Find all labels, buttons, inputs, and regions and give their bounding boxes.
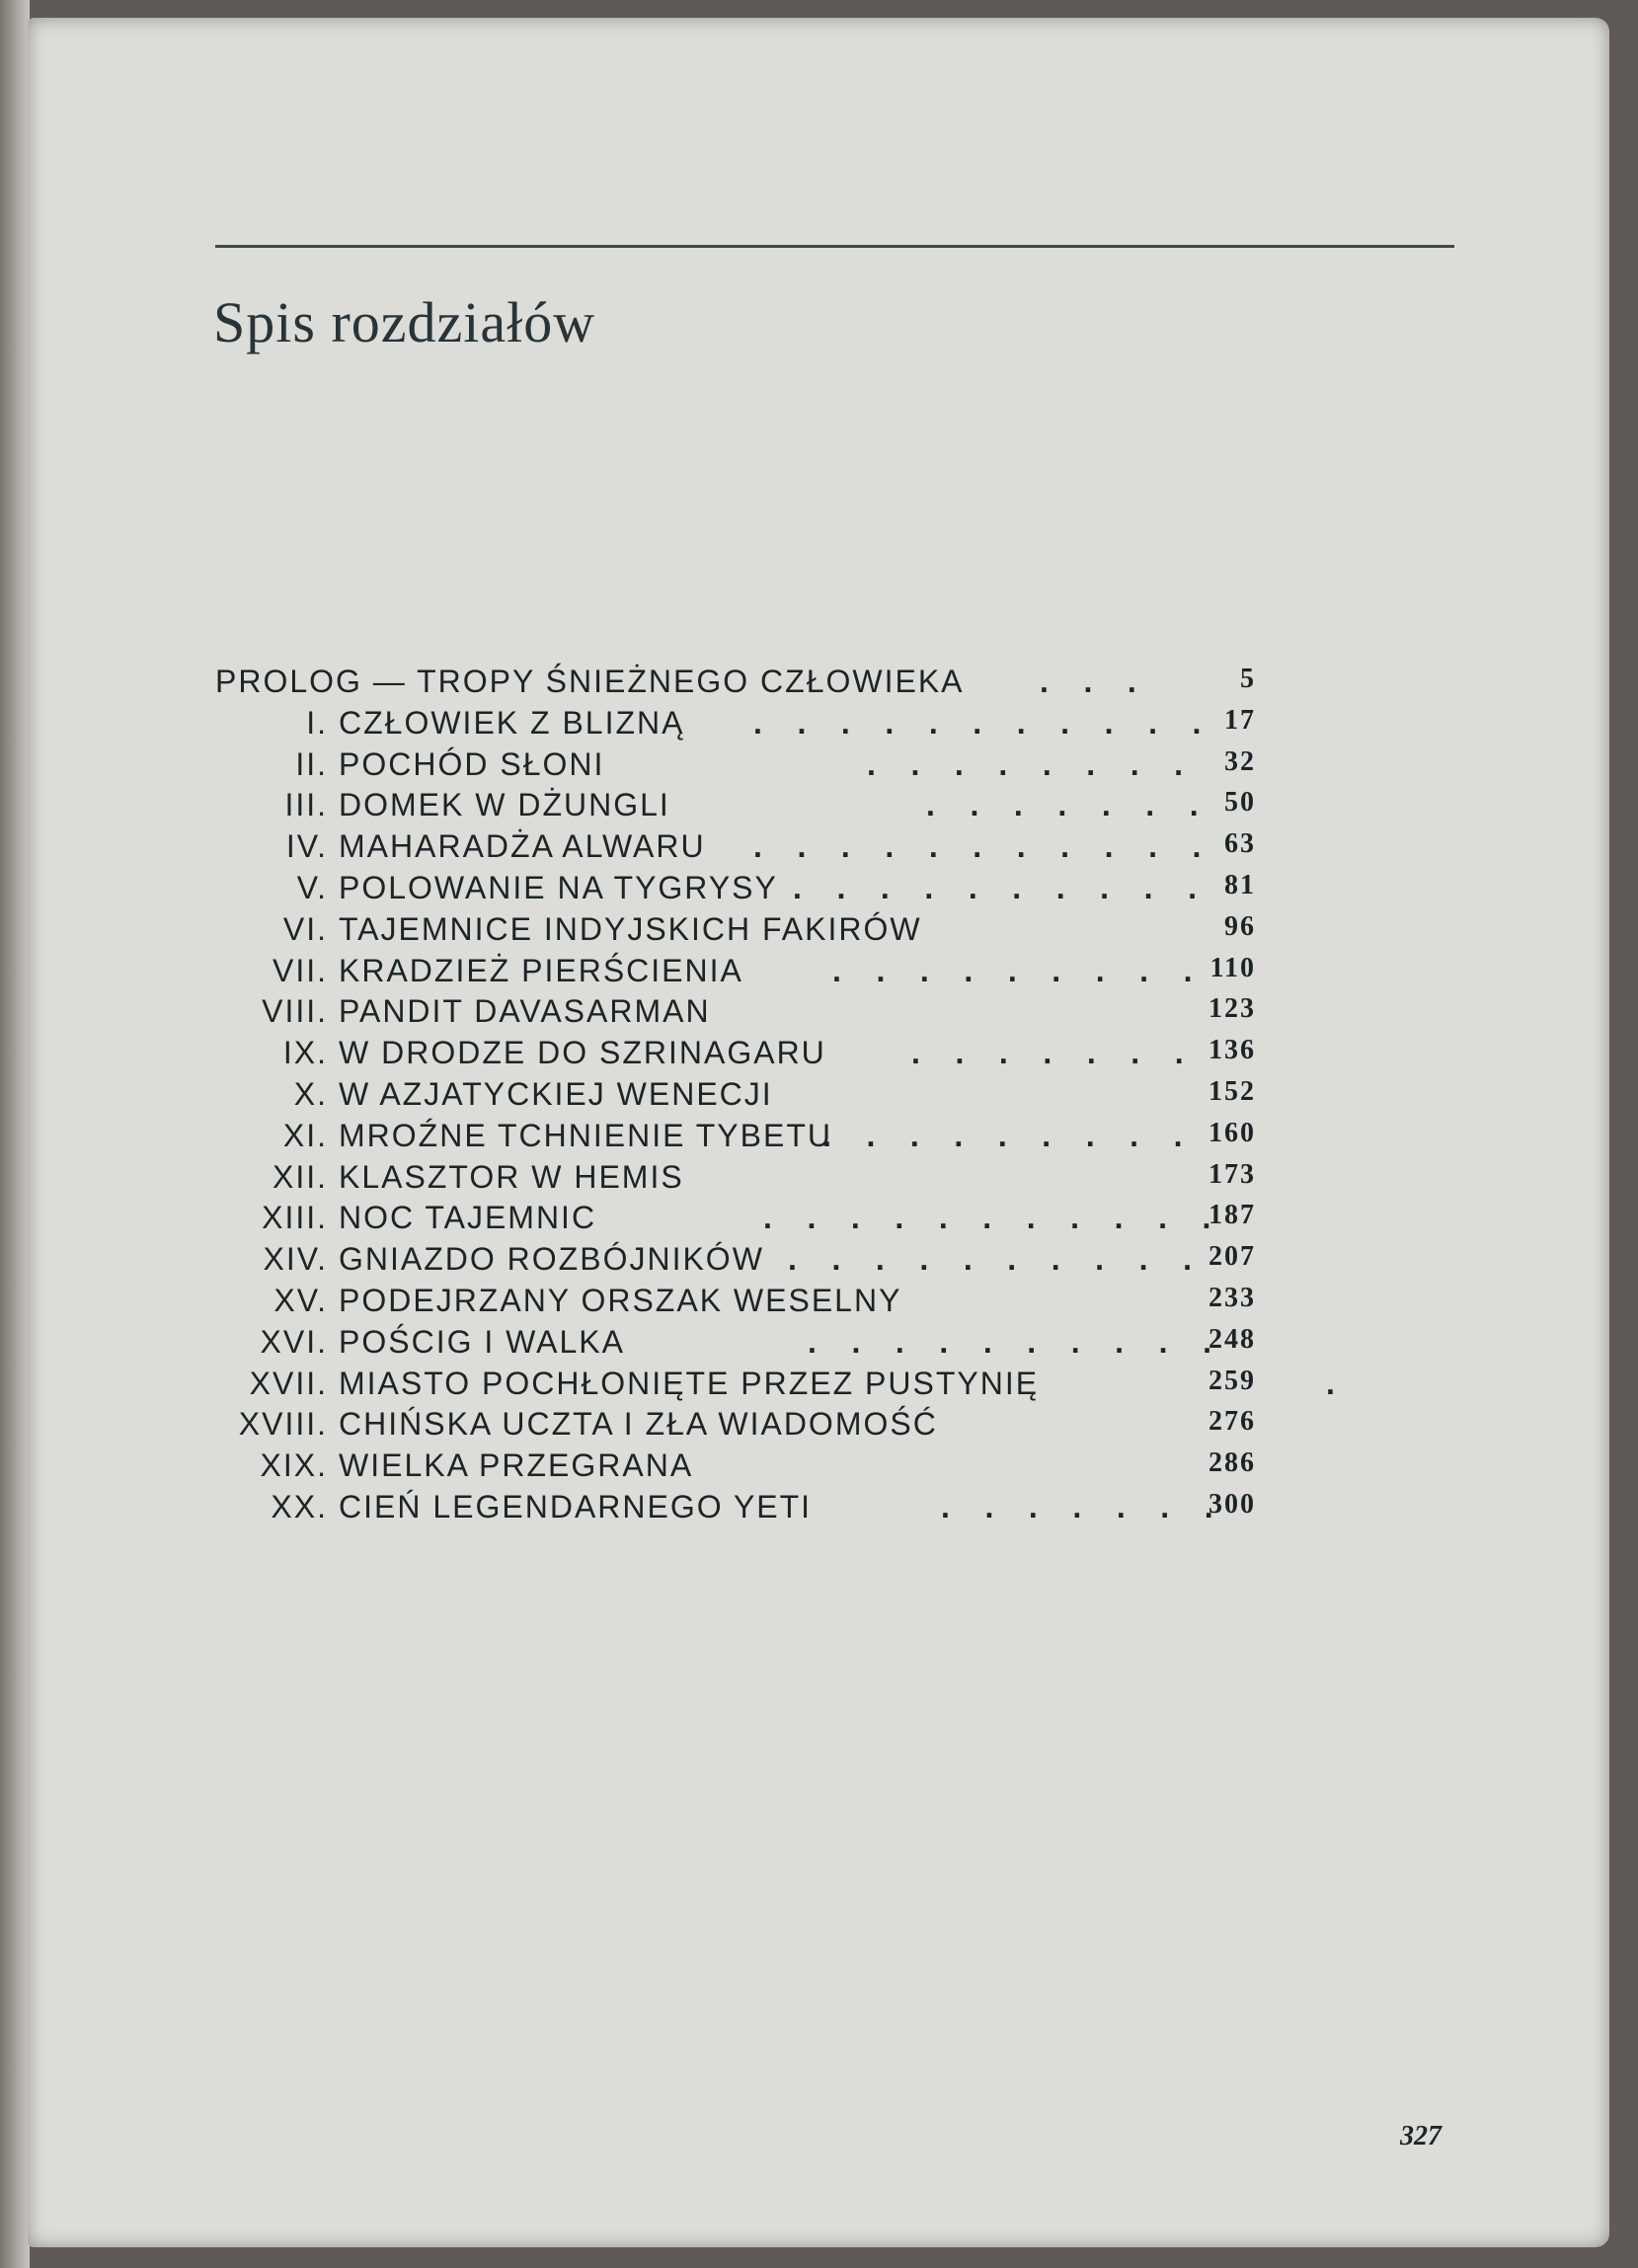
chapter-title: KRADZIEŻ PIERŚCIENIA <box>339 952 743 988</box>
book-binding-edge <box>0 0 30 2268</box>
toc-row <box>215 953 1282 994</box>
chapter-title: PANDIT DAVASARMAN <box>339 993 711 1030</box>
chapter-page-number: 81 <box>1224 869 1256 900</box>
toc-row <box>215 911 1282 953</box>
dot-leader: . . . . . . . . . <box>832 952 1193 988</box>
chapter-title: MROŹNE TCHNIENIE TYBETU <box>339 1117 832 1153</box>
chapter-number: VII. <box>272 952 328 988</box>
chapter-title: DOMEK W DŻUNGLI <box>339 787 670 823</box>
dot-leader: . . . . . . . . . . . <box>753 704 1202 741</box>
chapter-title: MIASTO POCHŁONIĘTE PRZEZ PUSTYNIĘ <box>339 1365 1040 1401</box>
toc-row <box>215 1035 1282 1076</box>
dot-leader: . . . . . . . . . . . <box>763 1200 1211 1236</box>
chapter-page-number: 152 <box>1209 1075 1256 1107</box>
chapter-number: V. <box>296 869 328 905</box>
chapter-page-number: 248 <box>1209 1323 1256 1355</box>
dot-leader: . . . . . . . . . . <box>793 869 1197 905</box>
chapter-title: WIELKA PRZEGRANA <box>339 1447 694 1484</box>
chapter-number: IV. <box>285 828 328 865</box>
page-folio-number: 327 <box>1400 2121 1442 2151</box>
toc-row <box>215 1076 1282 1118</box>
dot-leader: . . . . . . . . <box>867 745 1184 782</box>
page-title: Spis rozdziałów <box>213 290 596 354</box>
chapter-page-number: 96 <box>1224 910 1256 942</box>
chapter-title: GNIAZDO ROZBÓJNIKÓW <box>339 1241 764 1278</box>
chapter-title: NOC TAJEMNIC <box>339 1200 597 1236</box>
chapter-page-number: 173 <box>1209 1158 1256 1190</box>
chapter-page-number: 286 <box>1209 1447 1256 1479</box>
chapter-number: XII. <box>272 1158 328 1195</box>
chapter-title: MAHARADŻA ALWARU <box>339 828 706 865</box>
chapter-page-number: 207 <box>1209 1241 1256 1273</box>
chapter-page-number: 123 <box>1209 993 1256 1025</box>
chapter-number: XIII. <box>262 1200 328 1236</box>
chapter-page-number: 63 <box>1224 828 1256 860</box>
chapter-page-number: 17 <box>1224 704 1256 736</box>
chapter-number: XIX. <box>260 1447 328 1484</box>
dot-leader: . . . . . . . <box>926 787 1199 823</box>
chapter-number: XV. <box>273 1282 328 1318</box>
chapter-title: POCHÓD SŁONI <box>339 745 605 782</box>
chapter-number: XVI. <box>260 1323 328 1360</box>
chapter-title: W DRODZE DO SZRINAGARU <box>339 1035 826 1071</box>
toc-row-prolog <box>215 664 1282 705</box>
toc-row <box>215 993 1282 1035</box>
dot-leader: . . . . . . . . . . <box>808 1323 1211 1360</box>
chapter-page-number: 233 <box>1209 1282 1256 1313</box>
prolog-page-number: 5 <box>1240 664 1256 694</box>
chapter-title: KLASZTOR W HEMIS <box>339 1158 684 1195</box>
chapter-number: VIII. <box>262 993 328 1030</box>
dot-leader: . . . . . . . . . . <box>788 1241 1192 1278</box>
chapter-title: CIEŃ LEGENDARNEGO YETI <box>339 1488 813 1525</box>
dot-leader: . . . <box>1040 664 1136 699</box>
chapter-number: XI. <box>282 1117 328 1153</box>
toc-row <box>215 1324 1282 1366</box>
chapter-number: XIV. <box>263 1241 328 1278</box>
toc-row <box>215 1489 1282 1530</box>
dot-leader: . . . . . . . . . . . <box>753 828 1202 865</box>
toc-row <box>215 1118 1282 1159</box>
toc-row <box>215 1406 1282 1447</box>
chapter-title: PODEJRZANY ORSZAK WESELNY <box>339 1282 902 1318</box>
toc-row <box>215 870 1282 911</box>
chapter-number: X. <box>293 1075 328 1112</box>
chapter-number: XVIII. <box>238 1406 328 1443</box>
chapter-number: I. <box>306 704 328 741</box>
chapter-page-number: 259 <box>1209 1365 1256 1396</box>
toc-row <box>215 705 1282 746</box>
chapter-title: POŚCIG I WALKA <box>339 1323 625 1360</box>
dot-leader: . . . . . . . . . <box>822 1117 1183 1153</box>
chapter-number: VI. <box>282 910 328 947</box>
dot-leader: . <box>1326 1365 1335 1401</box>
chapter-title: TAJEMNICE INDYJSKICH FAKIRÓW <box>339 910 922 947</box>
chapter-title: CHIŃSKA UCZTA I ZŁA WIADOMOŚĆ <box>339 1406 938 1443</box>
toc-row <box>215 828 1282 870</box>
chapter-number: III. <box>284 787 328 823</box>
toc-row <box>215 1447 1282 1489</box>
chapter-title: CZŁOWIEK Z BLIZNĄ <box>339 704 685 741</box>
chapter-page-number: 300 <box>1209 1488 1256 1520</box>
chapter-number: II. <box>295 745 328 782</box>
toc-row <box>215 1241 1282 1283</box>
chapter-title: W AZJATYCKIEJ WENECJI <box>339 1075 773 1112</box>
book-page <box>28 18 1609 2247</box>
chapter-number: XX. <box>271 1488 328 1525</box>
chapter-title: POLOWANIE NA TYGRYSY <box>339 869 778 905</box>
toc-row <box>215 1365 1335 1407</box>
chapter-page-number: 50 <box>1224 787 1256 819</box>
toc-row <box>215 1200 1282 1241</box>
chapter-page-number: 276 <box>1209 1406 1256 1438</box>
prolog-title: PROLOG — TROPY ŚNIEŻNEGO CZŁOWIEKA <box>215 664 965 699</box>
chapter-number: XVII. <box>249 1365 328 1401</box>
chapter-page-number: 32 <box>1224 745 1256 777</box>
toc-row <box>215 746 1282 788</box>
chapter-page-number: 187 <box>1209 1200 1256 1231</box>
toc-row <box>215 1159 1282 1201</box>
chapter-page-number: 160 <box>1209 1117 1256 1148</box>
dot-leader: . . . . . . . <box>941 1488 1213 1525</box>
chapter-page-number: 136 <box>1209 1035 1256 1066</box>
toc-row <box>215 787 1282 828</box>
toc-row <box>215 1283 1282 1324</box>
chapter-number: IX. <box>282 1035 328 1071</box>
table-of-contents <box>215 664 1335 1530</box>
chapter-page-number: 110 <box>1209 952 1256 983</box>
dot-leader: . . . . . . . <box>911 1035 1184 1071</box>
top-rule <box>215 245 1454 248</box>
